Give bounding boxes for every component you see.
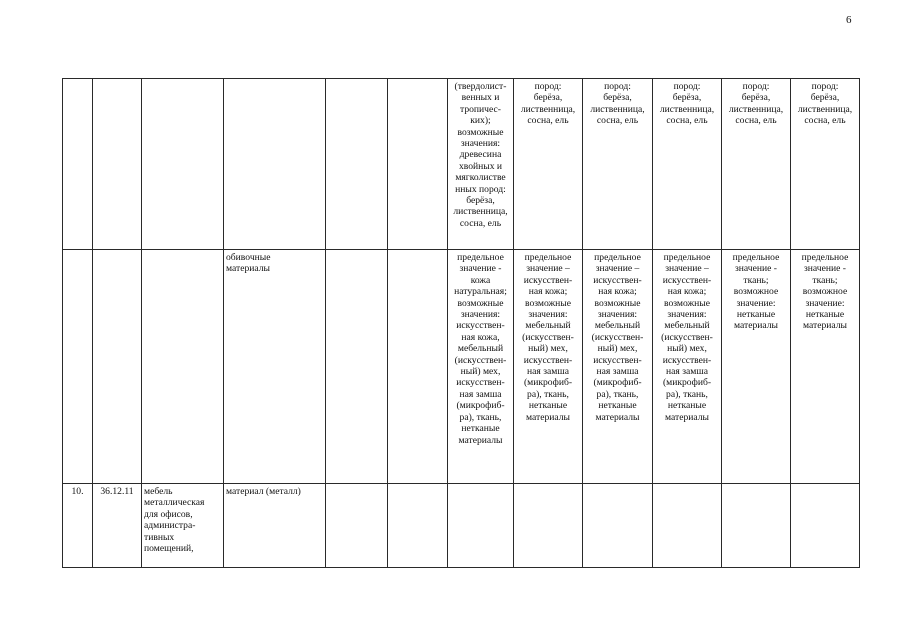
table-row-wood [63, 79, 860, 250]
cell-characteristic: обивочные материалы [224, 250, 326, 484]
cell-value: (твердолист- венных и тропичес- ких); возможные значения: древесина хвойных и мягколистве нных пород: берёза, лиственница, сосна, ель [448, 79, 514, 250]
cell-value: пород: берёза, лиственница, сосна, ель [583, 79, 653, 250]
cell-name [142, 250, 224, 484]
cell-empty [388, 79, 448, 250]
cell-empty [388, 484, 448, 568]
cell-value: предельное значение – искусствен- ная кожа; возможные значения: мебельный (искусствен- ный) мех, искусствен- ная замша (микрофиб- ра), ткань, нетканые материалы [653, 250, 722, 484]
cell-value: пород: берёза, лиственница, сосна, ель [722, 79, 791, 250]
cell-value [791, 484, 860, 568]
cell-code [93, 79, 142, 250]
cell-value: предельное значение - ткань; возможное значение: нетканые материалы [722, 250, 791, 484]
cell-name: мебель металлическая для офисов, администра- тивных помещений, [142, 484, 224, 568]
cell-characteristic [224, 79, 326, 250]
cell-value: предельное значение – искусствен- ная кожа; возможные значения: мебельный (искусствен- ный) мех, искусствен- ная замша (микрофиб- ра), ткань, нетканые материалы [583, 250, 653, 484]
page-number: 6 [846, 14, 852, 26]
cell-value [448, 484, 514, 568]
cell-code [93, 250, 142, 484]
cell-value [514, 484, 583, 568]
cell-unit [326, 484, 388, 568]
cell-value: предельное значение - ткань; возможное значение: нетканые материалы [791, 250, 860, 484]
cell-value [722, 484, 791, 568]
cell-empty [388, 250, 448, 484]
table-row-metal-furniture [63, 484, 860, 568]
cell-value: пород: берёза, лиственница, сосна, ель [653, 79, 722, 250]
cell-value [583, 484, 653, 568]
table-row-upholstery [63, 250, 860, 484]
cell-value: предельное значение – искусствен- ная кожа; возможные значения: мебельный (искусствен- ный) мех, искусствен- ная замша (микрофиб- ра), ткань, нетканые материалы [514, 250, 583, 484]
cell-value [653, 484, 722, 568]
cell-code: 36.12.11 [93, 484, 142, 568]
requirements-table [62, 78, 860, 568]
cell-name [142, 79, 224, 250]
cell-value: пород: берёза, лиственница, сосна, ель [791, 79, 860, 250]
cell-unit [326, 79, 388, 250]
cell-num: 10. [63, 484, 93, 568]
cell-num [63, 250, 93, 484]
cell-value: предельное значение - кожа натуральная; возможные значения: искусствен- ная кожа, мебельный (искусствен- ный) мех, искусствен- ная замша (микрофиб- ра), ткань, нетканые материалы [448, 250, 514, 484]
cell-num [63, 79, 93, 250]
cell-value: пород: берёза, лиственница, сосна, ель [514, 79, 583, 250]
cell-characteristic: материал (металл) [224, 484, 326, 568]
cell-unit [326, 250, 388, 484]
